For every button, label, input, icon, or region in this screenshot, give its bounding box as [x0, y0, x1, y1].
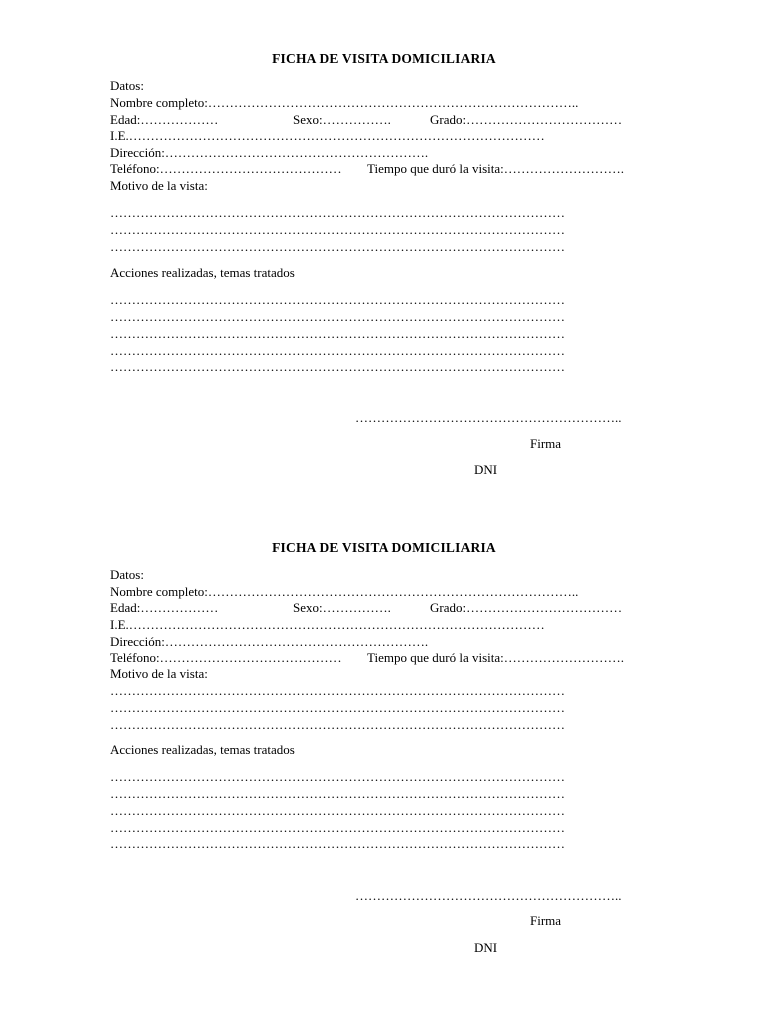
acciones-line: …………………………………………………………………………………………… [110, 820, 565, 835]
acciones-line: …………………………………………………………………………………………… [110, 359, 565, 374]
visit-form-2 [0, 540, 768, 1020]
dni-label: DNI [474, 462, 498, 477]
acciones-line: …………………………………………………………………………………………… [110, 836, 565, 851]
edad-field: Edad:……………… [110, 112, 219, 127]
motivo-label: Motivo de la vista: [110, 178, 208, 193]
firma-label: Firma [530, 436, 562, 451]
sexo-field: Sexo:……………. [293, 112, 391, 127]
tiempo-field: Tiempo que duró la visita:………………………. [367, 650, 624, 665]
telefono-field: Teléfono:…………………………………… [110, 161, 342, 176]
datos-label: Datos: [110, 567, 144, 582]
acciones-line: …………………………………………………………………………………………… [110, 769, 565, 784]
motivo-line: …………………………………………………………………………………………… [110, 239, 565, 254]
ie-field: I.E.…………………………………………………………………………………… [110, 617, 545, 632]
acciones-line: …………………………………………………………………………………………… [110, 309, 565, 324]
acciones-line: …………………………………………………………………………………………… [110, 803, 565, 818]
signature-line: …………………………………………………….. [355, 888, 622, 903]
nombre-field: Nombre completo:………………………………………………………………………….. [110, 95, 579, 110]
acciones-label: Acciones realizadas, temas tratados [110, 742, 295, 757]
firma-label: Firma [530, 913, 562, 928]
visit-form-1 [0, 51, 768, 531]
dni-label: DNI [474, 940, 498, 955]
direccion-field: Dirección:……………………………………………………. [110, 145, 429, 160]
datos-label: Datos: [110, 78, 144, 93]
acciones-label: Acciones realizadas, temas tratados [110, 265, 295, 280]
form-title: FICHA DE VISITA DOMICILIARIA [272, 540, 496, 555]
signature-line: …………………………………………………….. [355, 410, 622, 425]
motivo-label: Motivo de la vista: [110, 666, 208, 681]
sexo-field: Sexo:……………. [293, 600, 391, 615]
motivo-line: …………………………………………………………………………………………… [110, 700, 565, 715]
direccion-field: Dirección:……………………………………………………. [110, 634, 429, 649]
acciones-line: …………………………………………………………………………………………… [110, 343, 565, 358]
telefono-field: Teléfono:…………………………………… [110, 650, 342, 665]
motivo-line: …………………………………………………………………………………………… [110, 683, 565, 698]
acciones-line: …………………………………………………………………………………………… [110, 786, 565, 801]
acciones-line: …………………………………………………………………………………………… [110, 292, 565, 307]
motivo-line: …………………………………………………………………………………………… [110, 717, 565, 732]
motivo-line: …………………………………………………………………………………………… [110, 205, 565, 220]
tiempo-field: Tiempo que duró la visita:………………………. [367, 161, 624, 176]
motivo-line: …………………………………………………………………………………………… [110, 222, 565, 237]
edad-field: Edad:……………… [110, 600, 219, 615]
acciones-line: …………………………………………………………………………………………… [110, 326, 565, 341]
nombre-field: Nombre completo:………………………………………………………………………….. [110, 584, 579, 599]
ie-field: I.E.…………………………………………………………………………………… [110, 128, 545, 143]
form-title: FICHA DE VISITA DOMICILIARIA [272, 51, 496, 66]
grado-field: Grado:……………………………… [430, 600, 623, 615]
grado-field: Grado:……………………………… [430, 112, 623, 127]
